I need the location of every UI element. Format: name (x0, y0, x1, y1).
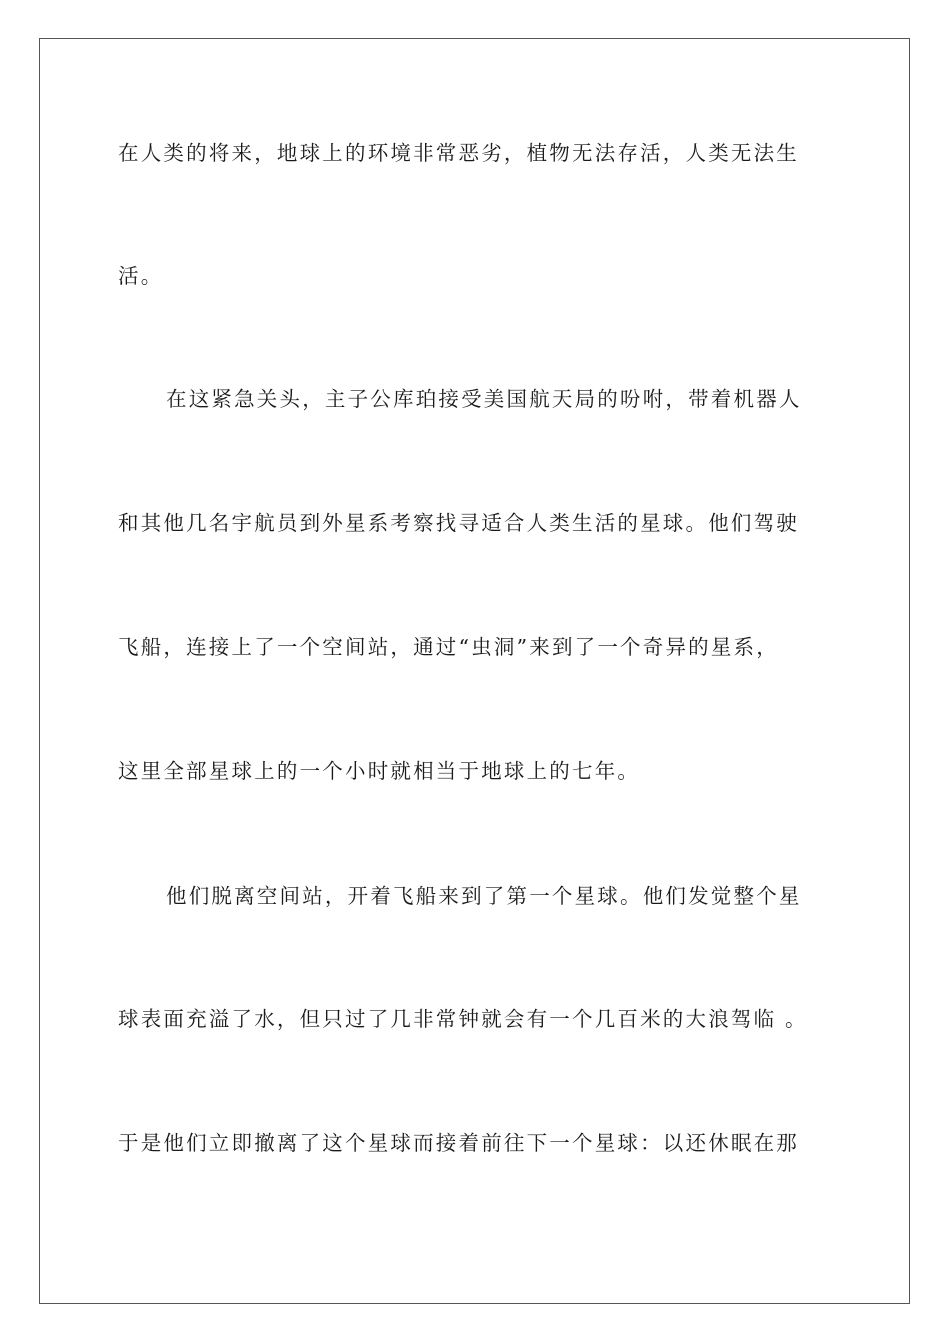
document-page (39, 38, 910, 1304)
paragraph-first-line: 他们脱离空间站，开着飞船来到了第一个星球。他们发觉整个星 (166, 884, 802, 908)
text-line: 球表面充溢了水，但只过了几非常钟就会有一个几百米的大浪驾临 。 (118, 1007, 808, 1031)
text-line: 活。 (118, 264, 164, 288)
text-line: 在人类的将来，地球上的环境非常恶劣，植物无法存活，人类无法生 (118, 141, 799, 165)
text-line: 飞船，连接上了一个空间站，通过“虫洞”来到了一个奇异的星系， (118, 635, 779, 659)
paragraph-first-line: 在这紧急关头，主子公库珀接受美国航天局的吩咐，带着机器人 (166, 387, 802, 411)
text-line: 这里全部星球上的一个小时就相当于地球上的七年。 (118, 759, 641, 783)
text-line: 于是他们立即撤离了这个星球而接着前往下一个星球：以还休眠在那 (118, 1131, 799, 1155)
text-line: 和其他几名宇航员到外星系考察找寻适合人类生活的星球。他们驾驶 (118, 511, 799, 535)
